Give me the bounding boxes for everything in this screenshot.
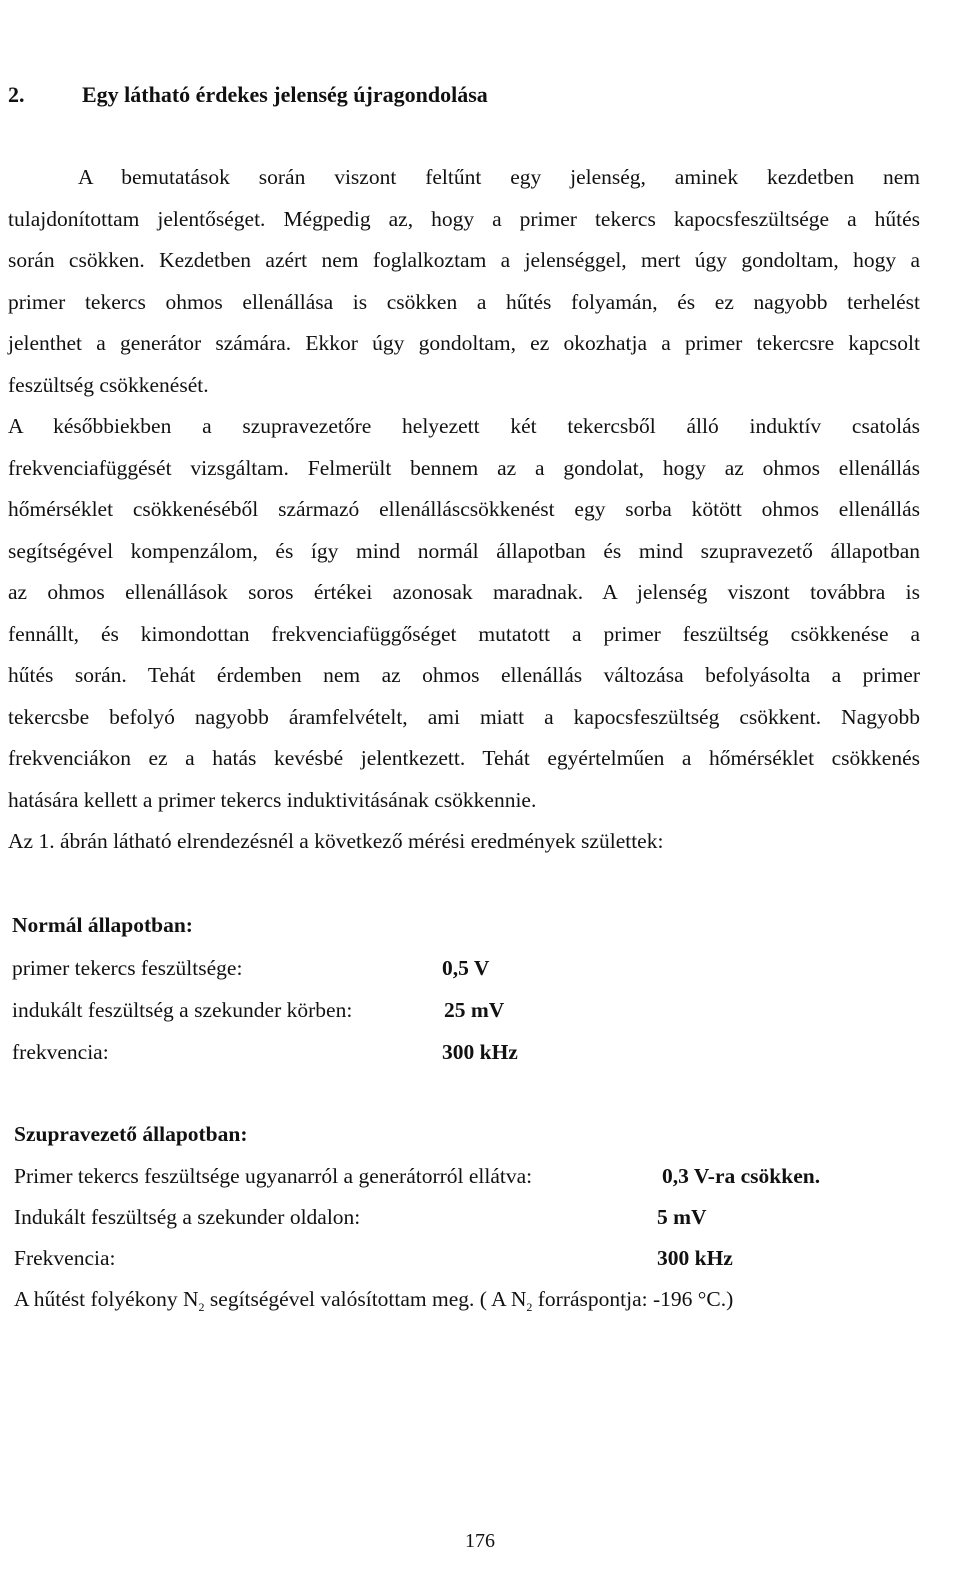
super-row-value: 5 mV bbox=[657, 1205, 707, 1229]
normal-row-value: 0,5 V bbox=[442, 956, 490, 980]
section-title: Egy látható érdekes jelenség újragondolása bbox=[82, 82, 488, 107]
paragraph-line: tekercsbe befolyó nagyobb áramfelvételt, ami miatt a kapocsfeszültség csökkent. Nagyobb bbox=[8, 704, 920, 729]
normal-row-label: indukált feszültség a szekunder körben: bbox=[12, 998, 353, 1022]
paragraph-line: tulajdonítottam jelentőséget. Mégpedig az, hogy a primer tekercs kapocsfeszültsége a hűtés bbox=[8, 206, 920, 231]
super-state-title: Szupravezető állapotban: bbox=[14, 1122, 248, 1146]
page-number: 176 bbox=[465, 1530, 495, 1552]
paragraph-line: hűtés során. Tehát érdemben nem az ohmos ellenállás változása befolyásolta a primer bbox=[8, 663, 920, 687]
note-text: forráspontja: -196 °C.) bbox=[532, 1287, 734, 1311]
paragraph-line: feszültség csökkenését. bbox=[8, 372, 209, 397]
body-paragraph bbox=[8, 157, 920, 863]
paragraph-line: hatására kellett a primer tekercs induktivitásának csökkennie. bbox=[8, 787, 537, 812]
paragraph-line: az ohmos ellenállások soros értékei azonosak maradnak. A jelenség viszont továbbra is bbox=[8, 580, 920, 604]
note-text: A hűtést folyékony N bbox=[14, 1287, 199, 1311]
subscript: 2 bbox=[198, 1300, 205, 1314]
paragraph-line: segítségével kompenzálom, és így mind normál állapotban és mind szupravezető állapotban bbox=[8, 538, 920, 563]
normal-row-label: frekvencia: bbox=[12, 1040, 109, 1064]
section-number: 2. bbox=[8, 82, 25, 107]
paragraph-line: során csökken. Kezdetben azért nem foglalkoztam a jelenséggel, mert úgy gondoltam, hogy a bbox=[8, 248, 920, 272]
subscript: 2 bbox=[526, 1300, 533, 1314]
paragraph-line: jelenthet a generátor számára. Ekkor úgy gondoltam, ez okozhatja a primer tekercsre kapcsolt bbox=[8, 331, 920, 355]
cooling-note bbox=[14, 1287, 733, 1312]
super-row-label: Indukált feszültség a szekunder oldalon: bbox=[14, 1205, 361, 1229]
paragraph-line: A későbbiekben a szupravezetőre helyezett két tekercsből álló induktív csatolás bbox=[8, 414, 920, 438]
normal-row-label: primer tekercs feszültsége: bbox=[12, 956, 243, 980]
note-text: segítségével valósítottam meg. ( A N bbox=[204, 1287, 527, 1311]
normal-state-title: Normál állapotban: bbox=[12, 913, 193, 937]
normal-row-value: 300 kHz bbox=[442, 1040, 518, 1064]
paragraph-line: hőmérséklet csökkenéséből származó ellenálláscsökkenést egy sorba kötött ohmos ellenállás bbox=[8, 497, 920, 521]
super-row-label: Primer tekercs feszültsége ugyanarról a generátorról ellátva: bbox=[14, 1164, 533, 1188]
paragraph-line: A bemutatások során viszont feltűnt egy jelenség, aminek kezdetben nem bbox=[78, 165, 920, 189]
super-row-value: 0,3 V-ra csökken. bbox=[662, 1164, 821, 1188]
paragraph-line: frekvenciákon ez a hatás kevésbé jelentkezett. Tehát egyértelműen a hőmérséklet csökkenés bbox=[8, 746, 920, 770]
paragraph-line: fennállt, és kimondottan frekvenciafüggőséget mutatott a primer feszültség csökkenése a bbox=[8, 621, 920, 646]
paragraph-line: frekvenciafüggését vizsgáltam. Felmerült bennem az a gondolat, hogy az ohmos ellenállás bbox=[8, 455, 920, 480]
paragraph-line: Az 1. ábrán látható elrendezésnél a következő mérési eredmények születtek: bbox=[8, 829, 664, 853]
normal-row-value: 25 mV bbox=[444, 998, 505, 1022]
super-row-label: Frekvencia: bbox=[14, 1246, 116, 1270]
section-heading bbox=[8, 82, 488, 108]
super-row-value: 300 kHz bbox=[657, 1246, 733, 1270]
paragraph-line: primer tekercs ohmos ellenállása is csökken a hűtés folyamán, és ez nagyobb terhelést bbox=[8, 289, 920, 314]
